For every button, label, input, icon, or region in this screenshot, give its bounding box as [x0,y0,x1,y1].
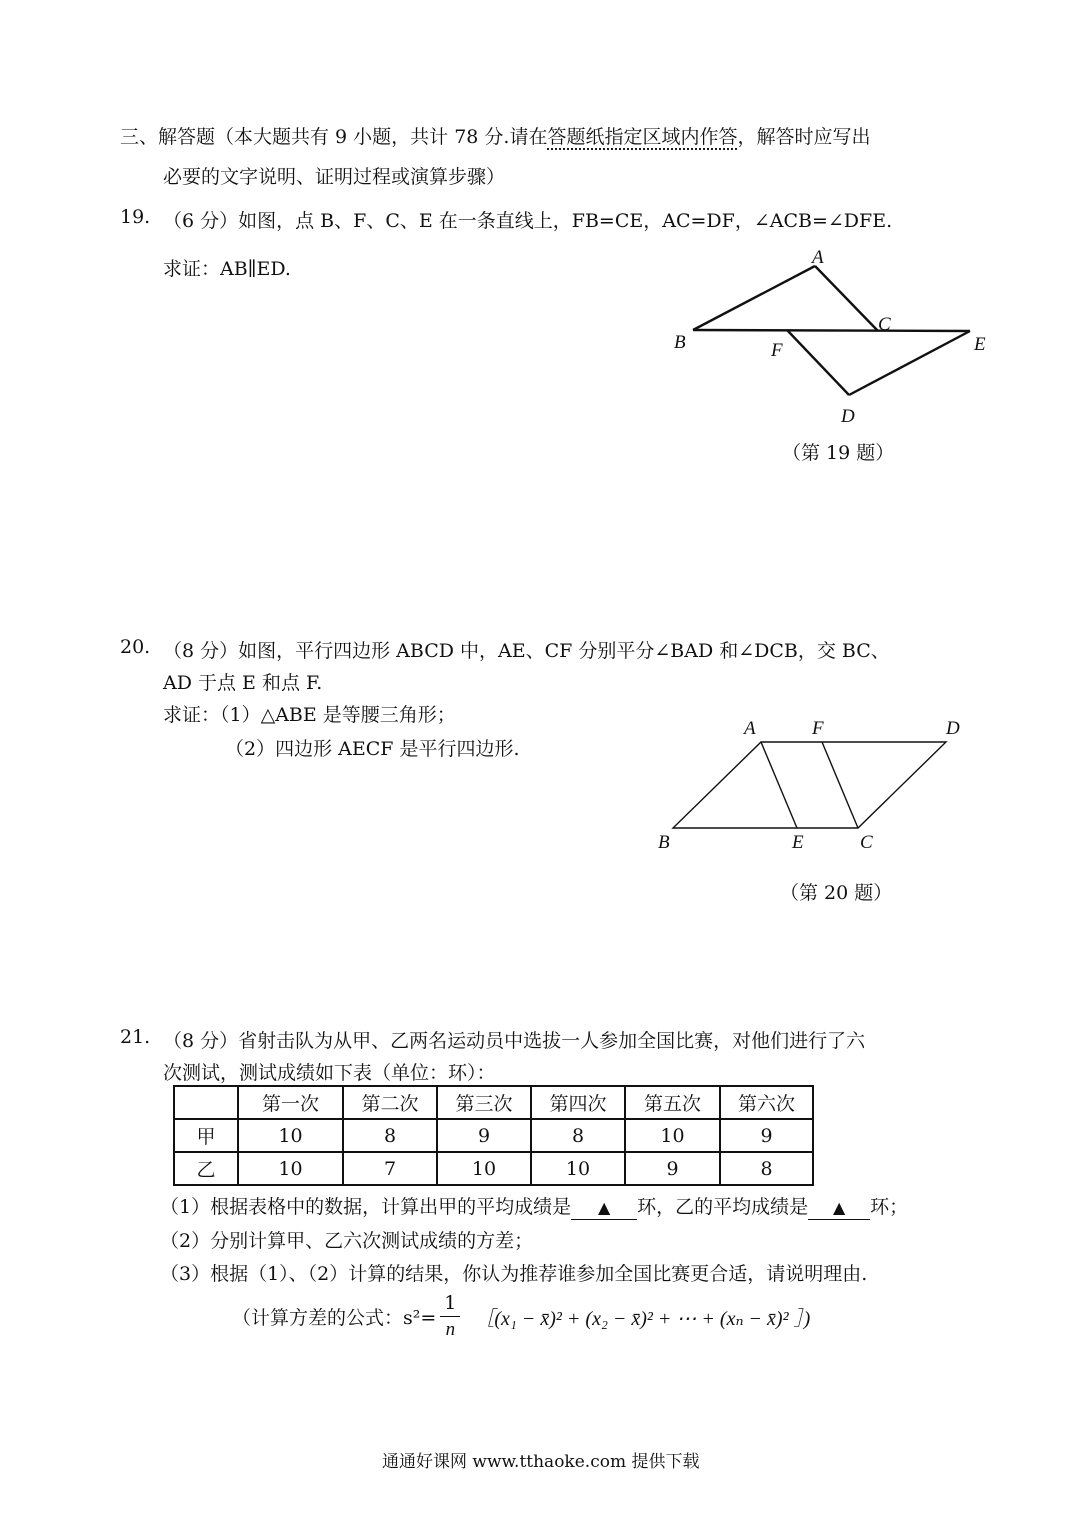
table-cell: 9 [625,1152,720,1185]
table-header-cell: 第五次 [625,1086,720,1119]
q19-number: 19. [120,206,151,228]
table-cell: 10 [437,1152,531,1185]
table-header-row [174,1086,813,1119]
table-cell: 甲 [174,1119,238,1152]
q20-figure [650,710,980,860]
score-table [173,1085,814,1186]
q20-label-f: F [812,718,824,739]
table-cell: 乙 [174,1152,238,1185]
table-header-cell: 第六次 [720,1086,813,1119]
q20-label-e: E [792,832,804,853]
table-cell: 9 [720,1119,813,1152]
q21-subquestion-2: （2）分别计算甲、乙六次测试成绩的方差； [160,1230,534,1252]
table-row [174,1152,813,1185]
table-cell: 8 [720,1152,813,1185]
q19-segment-ab [693,266,815,330]
q20-label-d: D [946,718,960,739]
table-cell: 8 [343,1119,437,1152]
q19-label-f: F [771,340,783,361]
q20-label-a: A [744,718,756,739]
q19-label-e: E [974,334,986,355]
triangle-icon: ▲ [832,1198,846,1217]
q20-caption: （第 20 题） [780,882,893,904]
table-cell: 9 [437,1119,531,1152]
q20-segment-fc [822,742,858,828]
q20-statement-line2: AD 于点 E 和点 F. [163,672,323,694]
table-header-cell: 第二次 [343,1086,437,1119]
formula-prefix: （计算方差的公式：s²= [232,1307,437,1329]
q19-prove: 求证：AB∥ED. [163,258,291,280]
table-header-cell: 第一次 [238,1086,343,1119]
q19-segment-de [849,331,970,395]
triangle-icon: ▲ [597,1198,611,1217]
table-cell: 10 [531,1152,625,1185]
q20-label-b: B [658,832,670,853]
q19-label-b: B [674,332,686,353]
q19-label-d: D [841,406,855,427]
q20-label-c: C [860,832,873,853]
formula-numerator: 1 [440,1290,460,1317]
q20-statement-line1: （8 分）如图，平行四边形 ABCD 中，AE、CF 分别平分∠BAD 和∠DCB，交 BC、 [163,640,890,662]
q21-statement-line1: （8 分）省射击队为从甲、乙两名运动员中选拔一人参加全国比赛，对他们进行了六 [163,1030,866,1052]
table-cell: 10 [625,1119,720,1152]
formula-body: ［(x₁ − x̄)² + (x₂ − x̄)² + ⋯ + (xₙ − x̄)² ］) [474,1308,811,1330]
variance-formula [232,1290,810,1343]
q20-prove-1: 求证：（1）△ABE 是等腰三角形； [163,704,456,726]
q21-number: 21. [120,1026,151,1048]
formula-denominator: n [445,1319,456,1340]
section-title-b: ，解答时应写出 [737,126,871,148]
section-title-a: 三、解答题（本大题共有 9 小题，共计 78 分.请在 [120,126,548,148]
q20-parallelogram-abcd [673,742,946,828]
q20-prove-2: （2）四边形 AECF 是平行四边形. [225,738,520,760]
q21-subquestion-1 [160,1192,908,1220]
table-cell: 10 [238,1152,343,1185]
q19-label-c: C [878,314,891,335]
table-cell: 10 [238,1119,343,1152]
q21-subquestion-3: （3）根据（1）、（2）计算的结果，你认为推荐谁参加全国比赛更合适，请说明理由. [160,1263,868,1285]
section-title-dotted: 答题纸指定区域内作答 [547,126,738,148]
q21-sub1-text-a: （1）根据表格中的数据，计算出甲的平均成绩是 [160,1196,572,1218]
section-title-line2: 必要的文字说明、证明过程或演算步骤） [163,166,506,188]
q19-segment-be [693,330,970,331]
table-row [174,1119,813,1152]
q19-label-a: A [812,247,824,268]
table-header-cell [174,1086,238,1119]
q21-sub1-text-c: 环； [870,1196,909,1218]
footer-text: 通通好课网 www.tthaoke.com 提供下载 [382,1452,700,1472]
q19-statement: （6 分）如图，点 B、F、C、E 在一条直线上，FB=CE，AC=DF，∠ACB=∠DFE. [163,210,893,232]
q20-number: 20. [120,636,151,658]
table-cell: 7 [343,1152,437,1185]
section-heading [120,122,871,149]
formula-fraction [440,1290,460,1343]
table-header-cell: 第四次 [531,1086,625,1119]
answer-blank-yi[interactable] [808,1196,870,1220]
q19-segment-fd [787,330,849,395]
table-header-cell: 第三次 [437,1086,531,1119]
q20-segment-ae [761,742,797,828]
table-cell: 8 [531,1119,625,1152]
q21-sub1-text-b: 环，乙的平均成绩是 [637,1196,809,1218]
q19-segment-ac [815,266,878,331]
answer-blank-jia[interactable] [571,1196,637,1220]
q21-statement-line2: 次测试，测试成绩如下表（单位：环）： [163,1062,496,1084]
q19-figure [660,240,1020,430]
q19-caption: （第 19 题） [782,442,895,464]
